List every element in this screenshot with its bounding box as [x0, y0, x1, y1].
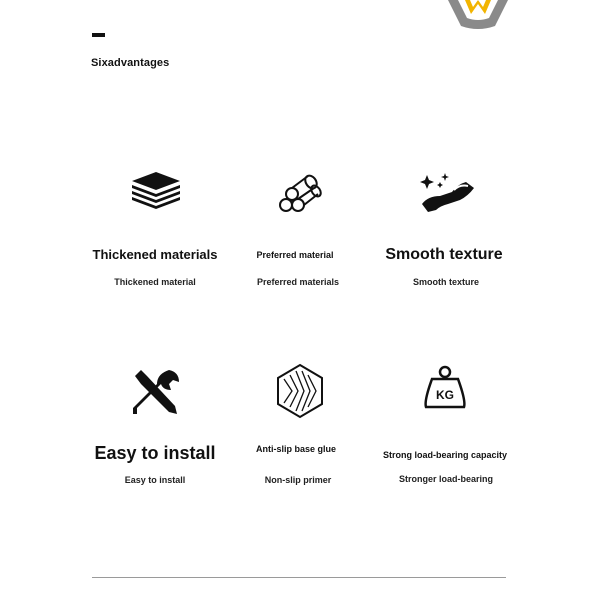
brand-logo [443, 0, 513, 30]
bottom-divider [92, 577, 506, 578]
advantage-subtitle-2: Preferred materials [256, 277, 340, 287]
hand-sparkle-icon [418, 170, 476, 214]
hexagon-pattern-icon [275, 363, 325, 419]
logs-pile-icon [278, 172, 322, 214]
advantage-title-6: Strong load-bearing capacity [382, 450, 508, 460]
layers-stack-icon [130, 170, 182, 212]
advantage-title-3: Smooth texture [385, 246, 503, 263]
advantage-title-1: Thickened materials [92, 247, 218, 262]
tools-icon [131, 368, 181, 418]
weight-kg-icon [422, 365, 468, 411]
section-title: Sixadvantages [91, 57, 170, 69]
advantage-title-2: Preferred material [256, 250, 334, 260]
advantage-subtitle-1: Thickened material [114, 277, 196, 287]
advantage-subtitle-5: Non-slip primer [264, 475, 332, 485]
advantage-title-4: Easy to install [94, 443, 216, 463]
advantage-subtitle-3: Smooth texture [412, 277, 479, 287]
advantage-subtitle-6: Stronger load-bearing [398, 474, 493, 484]
weight-kg-label: KG [436, 388, 454, 402]
title-accent-dash [92, 33, 105, 37]
advantage-subtitle-4: Easy to install [124, 475, 186, 485]
advantage-title-5: Anti-slip base glue [256, 444, 337, 454]
